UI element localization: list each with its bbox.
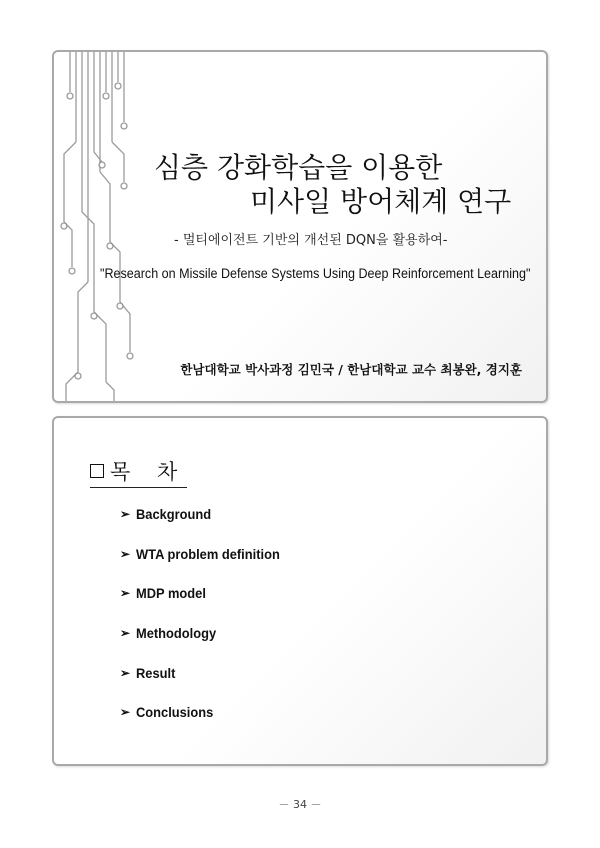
list-item xyxy=(120,665,292,705)
contents-list xyxy=(120,506,292,744)
arrow-bullet-icon: ➢ xyxy=(120,665,131,680)
contents-heading xyxy=(90,456,187,488)
list-item xyxy=(120,506,292,546)
slide-title-line-2: 미사일 방어체계 연구 xyxy=(250,185,512,218)
list-item-label: Conclusions xyxy=(136,704,214,721)
checkbox-square-icon xyxy=(90,464,104,478)
list-item-label: Methodology xyxy=(136,625,217,642)
english-title: "Research on Missile Defense Systems Using Deep Reinforcement Learning" xyxy=(100,266,531,281)
arrow-bullet-icon: ➢ xyxy=(120,507,131,521)
list-item xyxy=(120,625,292,665)
slide-subtitle: - 멀티에이전트 기반의 개선된 DQN을 활용하여- xyxy=(174,233,448,248)
list-item xyxy=(120,585,292,625)
list-item-label: WTA problem definition xyxy=(136,545,280,562)
title-slide xyxy=(52,50,548,403)
list-item-label: Background xyxy=(136,506,212,522)
page-number: － 34 － xyxy=(278,798,322,811)
contents-heading-text: 목 차 xyxy=(110,460,188,484)
list-item xyxy=(120,546,292,586)
authors-line: 한남대학교 박사과정 김민국 / 한남대학교 교수 최봉완, 경지훈 xyxy=(180,362,522,377)
arrow-bullet-icon: ➢ xyxy=(120,626,131,641)
arrow-bullet-icon: ➢ xyxy=(120,586,131,601)
slide-title-line-1: 심층 강화학습을 이용한 xyxy=(154,151,443,184)
list-item-label: MDP model xyxy=(136,585,206,602)
circuit-board-icon xyxy=(54,52,144,402)
arrow-bullet-icon: ➢ xyxy=(120,546,131,561)
contents-slide xyxy=(52,416,548,766)
list-item xyxy=(120,704,292,744)
arrow-bullet-icon: ➢ xyxy=(120,705,131,720)
list-item-label: Result xyxy=(136,664,176,681)
